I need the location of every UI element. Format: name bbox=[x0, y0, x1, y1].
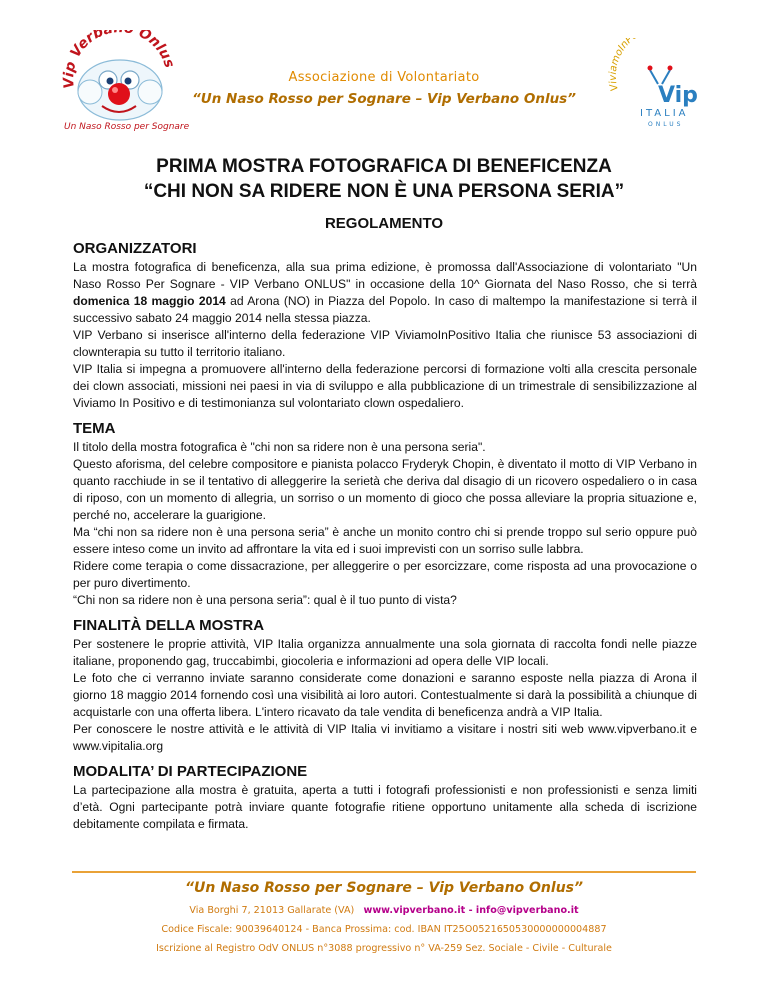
section-heading: TEMA bbox=[73, 420, 116, 437]
document-title-line2: “CHI NON SA RIDERE NON È UNA PERSONA SERIA” bbox=[143, 181, 625, 202]
paragraph-text: VIP Verbano si inserisce all'interno della federazione VIP ViviamoInPositivo Italia che riunisce 53 associazioni di clownterapia su tutto il territorio italiano. bbox=[73, 328, 697, 359]
logo-right-italia: ITALIA bbox=[640, 108, 689, 119]
paragraph-text: Questo aforisma, del celebre compositore e pianista polacco Fryderyk Chopin, è diventato il motto di VIP Verbano in quanto racchiude in se il tentativo di alleggerire la serietà che deriva dal disagio di un ricovero ospedaliero o in casa di riposo, con un momento di allegria, un sorriso o un momento di gioco che possa alleviare la propria situazione e, perché no, accelerare la guarigione. bbox=[73, 457, 697, 522]
footer-web-link[interactable]: www.vipverbano.it - info@vipverbano.it bbox=[363, 905, 579, 916]
footer-divider bbox=[72, 871, 696, 873]
header-name: “Un Naso Rosso per Sognare – Vip Verbano Onlus” bbox=[192, 91, 576, 107]
paragraph-text: Il titolo della mostra fotografica è "chi non sa ridere non è una persona seria". bbox=[73, 440, 486, 454]
section-heading: MODALITA’ DI PARTECIPAZIONE bbox=[73, 763, 308, 780]
paragraph-text: Ma “chi non sa ridere non è una persona seria” è anche un monito contro chi si prende troppo sul serio oppure può essere inteso come un invito ad affrontare la vita ed i suoi imprevisti con un sorriso sulle labbra. bbox=[73, 525, 697, 556]
paragraph-text: Per conoscere le nostre attività e le attività di VIP Italia vi invitiamo a visitare i nostri siti web www.vipverbano.it e www.vipitalia.org bbox=[73, 722, 697, 753]
footer-contact bbox=[0, 905, 768, 916]
footer-fiscal: Codice Fiscale: 90039640124 - Banca Prossima: cod. IBAN IT25O0521650530000000004887 bbox=[161, 924, 607, 935]
text-run: La mostra fotografica di beneficenza, alla sua prima edizione, è promossa dall'Associazione di volontariato "Un Naso Rosso Per Sognare - VIP Verbano ONLUS" in occasione della 10^ Giornata del Naso Rosso, che si terrà bbox=[73, 260, 697, 291]
paragraph-text bbox=[73, 259, 697, 327]
logo-right-arc-text: ViviamoInP bbox=[607, 38, 636, 92]
paragraph bbox=[73, 782, 697, 833]
logo-right-vip: Vip bbox=[658, 83, 698, 108]
text-run: ad Arona (NO) in Piazza del Popolo. In caso di maltempo la manifestazione si terrà il successivo sabato 24 maggio 2014 nella stessa piazza. bbox=[73, 294, 697, 325]
document-title-line1: PRIMA MOSTRA FOTOGRAFICA DI BENEFICENZA bbox=[156, 156, 612, 177]
footer-registry: Iscrizione al Registro OdV ONLUS n°3088 progressivo n° VA-259 Sez. Sociale - Civile - Culturale bbox=[156, 943, 612, 954]
section-modalita bbox=[73, 761, 697, 833]
logo-left-arc-text: Vip Verb Onlus bbox=[60, 30, 178, 90]
paragraph bbox=[73, 439, 697, 609]
section-organizzatori bbox=[73, 238, 697, 412]
bold-date: domenica 18 maggio 2014 bbox=[73, 294, 226, 308]
section-heading: ORGANIZZATORI bbox=[73, 240, 197, 257]
logo-right-onlus: ONLUS bbox=[648, 121, 684, 128]
paragraph-text: Le foto che ci verranno inviate saranno considerate come donazioni e saranno esposte nella piazza di Arona il giorno 18 maggio 2014 fornendo così una visibilità ai loro autori. Contestualmente si darà la possibilità a chiunque di acquistarle con una offerta libera. L'intero ricavato da tale vendita di beneficenza andrà a VIP Italia. bbox=[73, 671, 697, 719]
document-subtitle: REGOLAMENTO bbox=[324, 215, 444, 232]
section-heading: FINALITÀ DELLA MOSTRA bbox=[73, 617, 265, 634]
paragraph-text: Ridere come terapia o come dissacrazione, per alleggerire o per esorcizzare, come risposta ad una provocazione o per puro divertimento. bbox=[73, 559, 697, 590]
paragraph bbox=[73, 259, 697, 412]
paragraph bbox=[73, 636, 697, 755]
paragraph-text: VIP Italia si impegna a promuovere all'interno della federazione percorsi di formazione volti alla crescita personale dei clown associati, missioni nei paesi in via di sviluppo e alla pubblicazione di un trimestrale di sensibilizzazione al Viviamo In Positivo e di testimonianza sul volontariato clown ospedaliero. bbox=[73, 362, 697, 410]
section-finalita bbox=[73, 615, 697, 755]
paragraph-text: “Chi non sa ridere non è una persona seria”: qual è il tuo punto di vista? bbox=[73, 593, 457, 607]
section-tema bbox=[73, 418, 697, 609]
logo-left-tagline: Un Naso Rosso per Sognare bbox=[64, 122, 190, 132]
paragraph-text: La partecipazione alla mostra è gratuita, aperta a tutti i fotografi professionisti e non professionisti e senza limiti d’età. Ogni partecipante potrà inviare quante fotografie ritiene opportuno unitamente alla scheda di iscrizione debitamente compilata e firmata. bbox=[73, 783, 697, 831]
footer-name: “Un Naso Rosso per Sognare – Vip Verbano Onlus” bbox=[184, 880, 584, 896]
document-body bbox=[73, 238, 697, 839]
paragraph-text: Per sostenere le proprie attività, VIP Italia organizza annualmente una sola giornata di raccolta fondi nelle piazze italiane, proponendo gag, truccabimbi, giocoleria e informazioni ad opera delle VIP locali. bbox=[73, 637, 697, 668]
footer-address: Via Borghi 7, 21013 Gallarate (VA) bbox=[189, 905, 355, 916]
header-association: Associazione di Volontariato bbox=[288, 70, 480, 85]
